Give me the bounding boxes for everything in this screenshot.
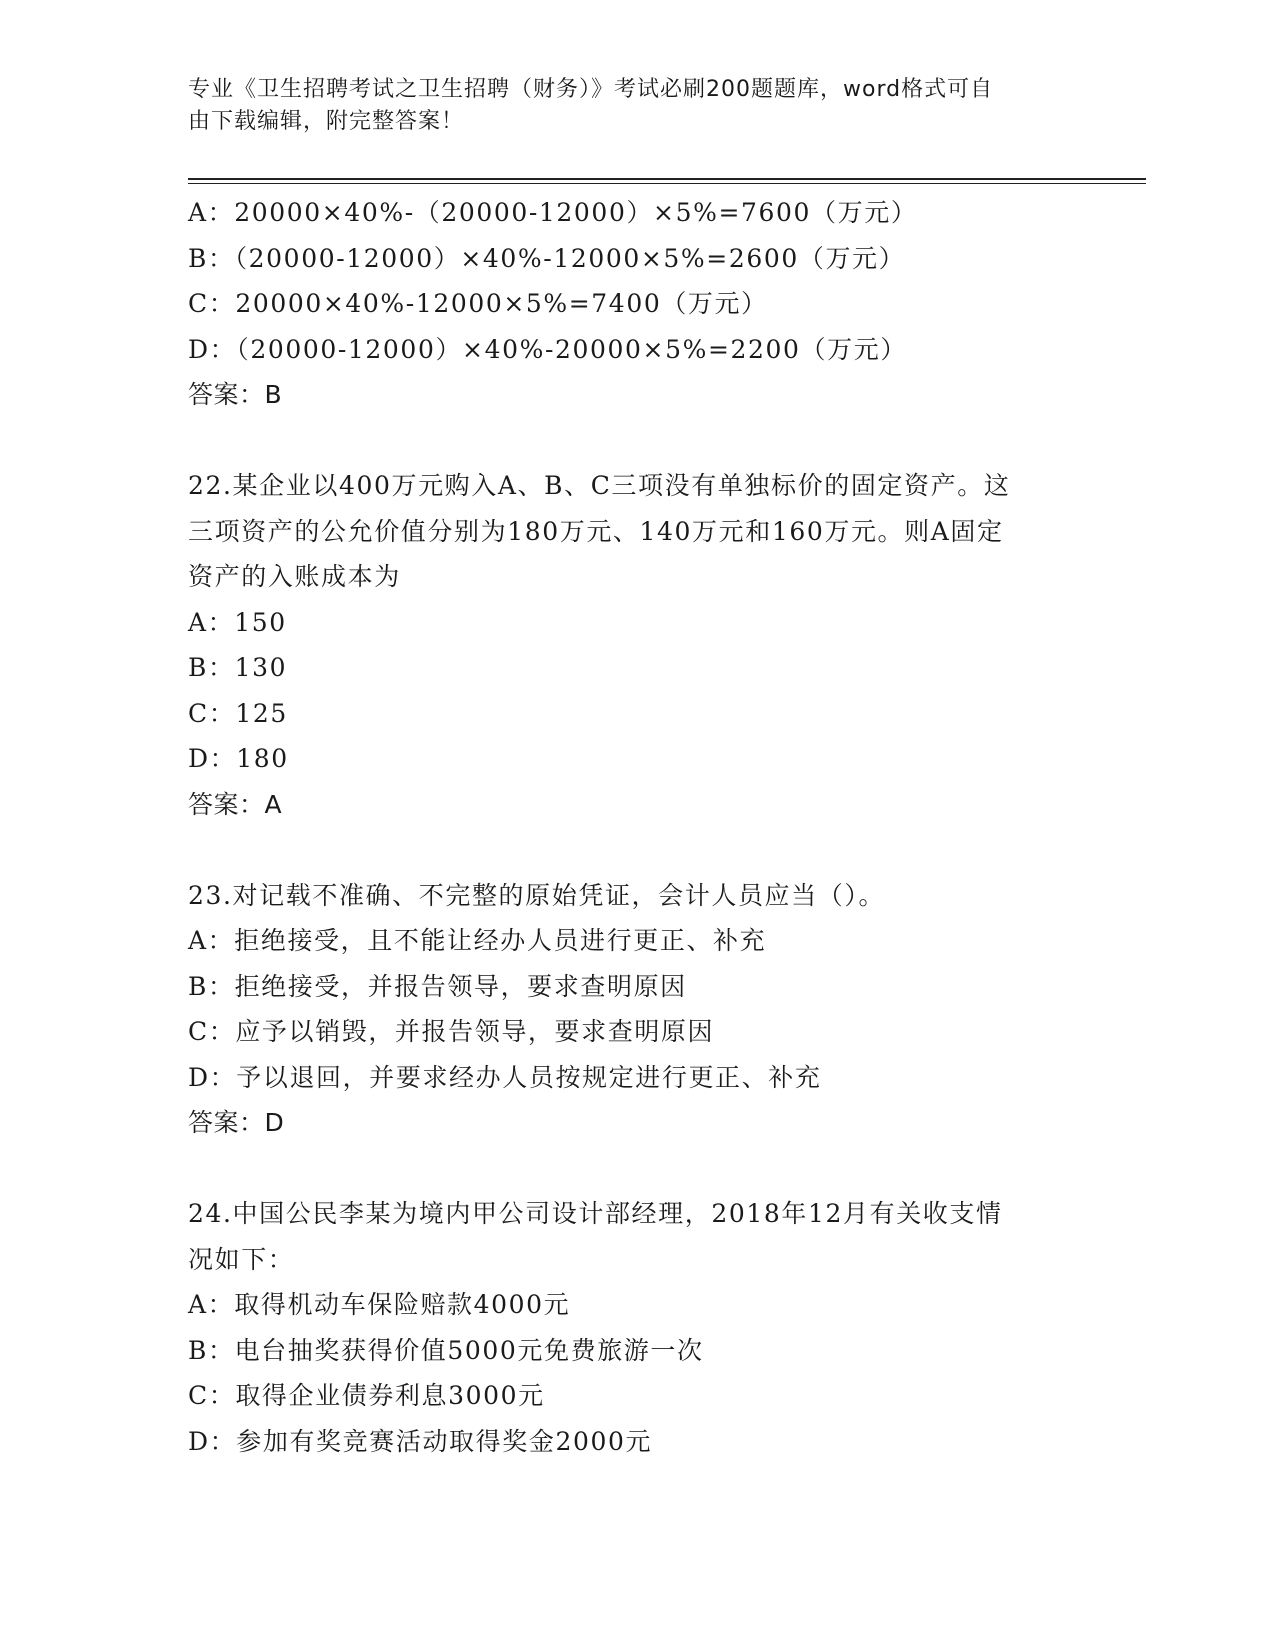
question-23 xyxy=(188,873,1088,1146)
option-b: B：电台抽奖获得价值5000元免费旅游一次 xyxy=(188,1335,704,1365)
question-22 xyxy=(188,463,1088,827)
option-a: A：取得机动车保险赔款4000元 xyxy=(188,1290,571,1319)
header-line-1: 专业《卫生招聘考试之卫生招聘（财务）》考试必刷200题题库，word格式可自 xyxy=(188,77,994,102)
option-d: D：参加有奖竞赛活动取得奖金2000元 xyxy=(188,1426,653,1456)
document-header xyxy=(188,74,1088,138)
question-stem-line: 资产的入账成本为 xyxy=(188,562,401,591)
answer-label: 答案：B xyxy=(188,380,283,409)
option-b: B：130 xyxy=(188,653,288,682)
option-a: A：20000×40%-（20000-12000）×5%=7600（万元） xyxy=(188,198,918,227)
option-c: C：取得企业债券利息3000元 xyxy=(188,1381,545,1410)
document-body xyxy=(188,190,1088,1464)
option-c: C：125 xyxy=(188,698,288,728)
option-b: B：拒绝接受，并报告领导，要求查明原因 xyxy=(188,971,687,1001)
question-stem-line: 24.中国公民李某为境内甲公司设计部经理，2018年12月有关收支情 xyxy=(188,1199,1003,1228)
option-b: B：（20000-12000）×40%-12000×5%=2600（万元） xyxy=(188,243,906,273)
header-divider-thick xyxy=(188,178,1146,180)
answer-label: 答案：A xyxy=(188,789,283,819)
option-d: D：予以退回，并要求经办人员按规定进行更正、补充 xyxy=(188,1062,822,1092)
answer-label: 答案：D xyxy=(188,1108,285,1137)
spacer xyxy=(188,418,1088,464)
spacer xyxy=(188,827,1088,873)
question-stem-line: 22.某企业以400万元购入A、B、C三项没有单独标价的固定资产。这 xyxy=(188,471,1011,500)
spacer xyxy=(188,1146,1088,1192)
question-21 xyxy=(188,190,1088,418)
header-line-2: 由下载编辑，附完整答案！ xyxy=(188,109,465,134)
option-a: A：150 xyxy=(188,607,287,637)
option-a: A：拒绝接受，且不能让经办人员进行更正、补充 xyxy=(188,926,767,955)
question-stem-line: 况如下： xyxy=(188,1244,295,1274)
question-stem-line: 三项资产的公允价值分别为180万元、140万元和160万元。则A固定 xyxy=(188,516,1004,546)
option-d: D：（20000-12000）×40%-20000×5%=2200（万元） xyxy=(188,334,907,364)
option-d: D：180 xyxy=(188,744,289,773)
question-stem-line: 23.对记载不准确、不完整的原始凭证，会计人员应当（）。 xyxy=(188,880,886,910)
header-divider-thin xyxy=(188,183,1146,184)
option-c: C：应予以销毁，并报告领导，要求查明原因 xyxy=(188,1017,715,1046)
option-c: C：20000×40%-12000×5%=7400（万元） xyxy=(188,289,768,318)
question-24 xyxy=(188,1191,1088,1464)
